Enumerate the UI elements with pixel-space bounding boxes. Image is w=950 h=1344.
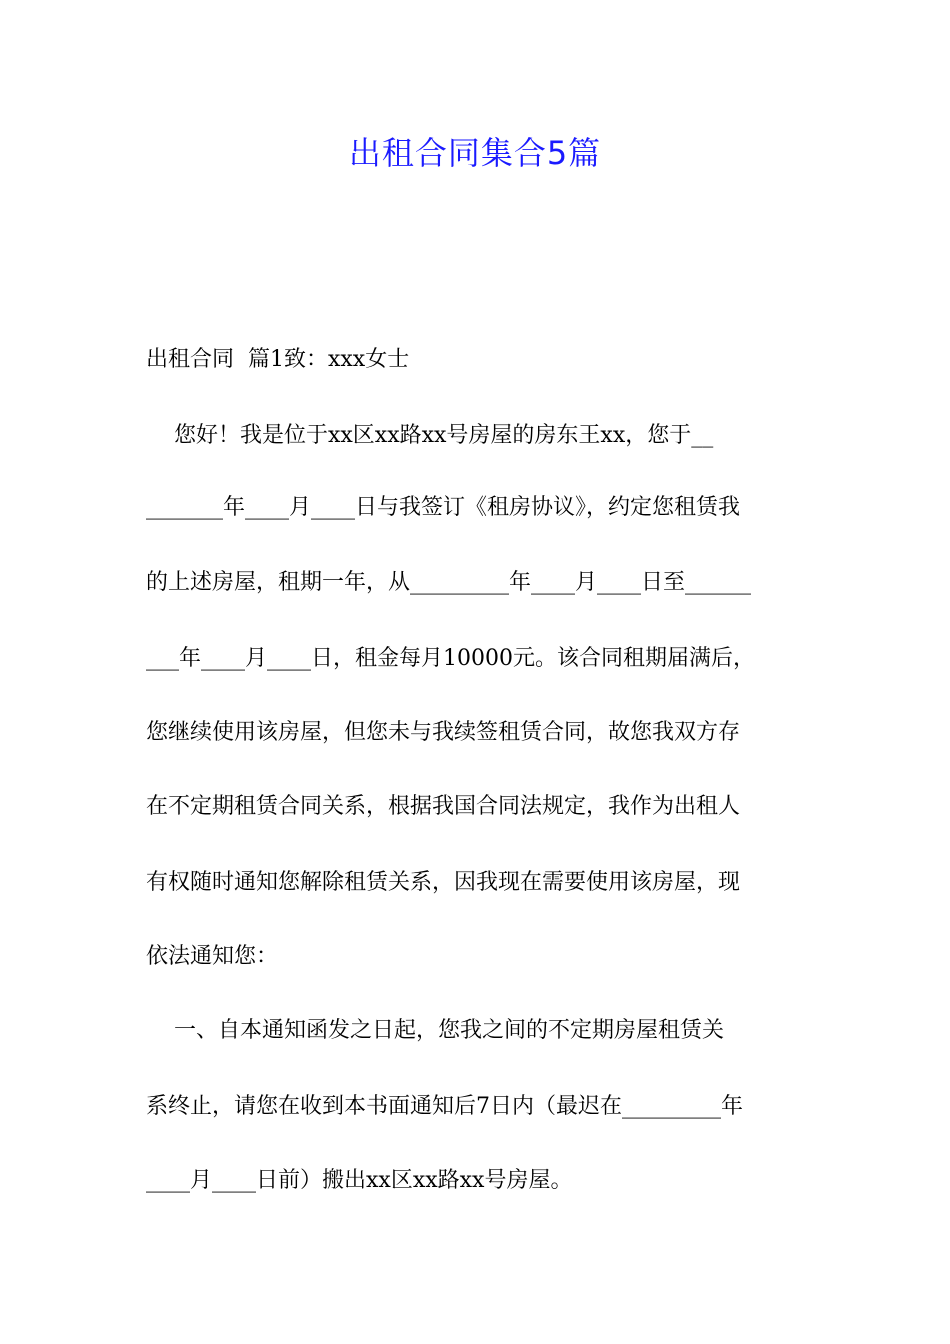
text-line: 在不定期租赁合同关系，根据我国合同法规定，我作为出租人	[146, 794, 741, 819]
text-line: 的上述房屋，租期一年，从_________年____月____日至______	[146, 570, 752, 595]
text-line: 系终止，请您在收到本书面通知后7日内（最迟在_________年	[146, 1094, 743, 1119]
text-line: 依法通知您：	[146, 944, 279, 969]
text-line: ____月____日前）搬出xx区xx路xx号房屋。	[146, 1168, 573, 1193]
text-line: ___年____月____日，租金每月10000元。该合同租期届满后，	[146, 646, 755, 671]
text-line: _______年____月____日与我签订《租房协议》，约定您租赁我	[146, 495, 741, 520]
text-line: 一、自本通知函发之日起，您我之间的不定期房屋租赁关	[146, 1018, 724, 1043]
text-line: 您继续使用该房屋，但您未与我续签租赁合同，故您我双方存	[146, 720, 741, 745]
text-line: 有权随时通知您解除租赁关系，因我现在需要使用该房屋，现	[146, 870, 741, 895]
document-title: 出租合同集合5篇	[348, 134, 602, 172]
text-line: 出租合同 篇1致：xxx女士	[146, 347, 410, 372]
text-line: 您好！我是位于xx区xx路xx号房屋的房东王xx，您于__	[146, 423, 714, 448]
